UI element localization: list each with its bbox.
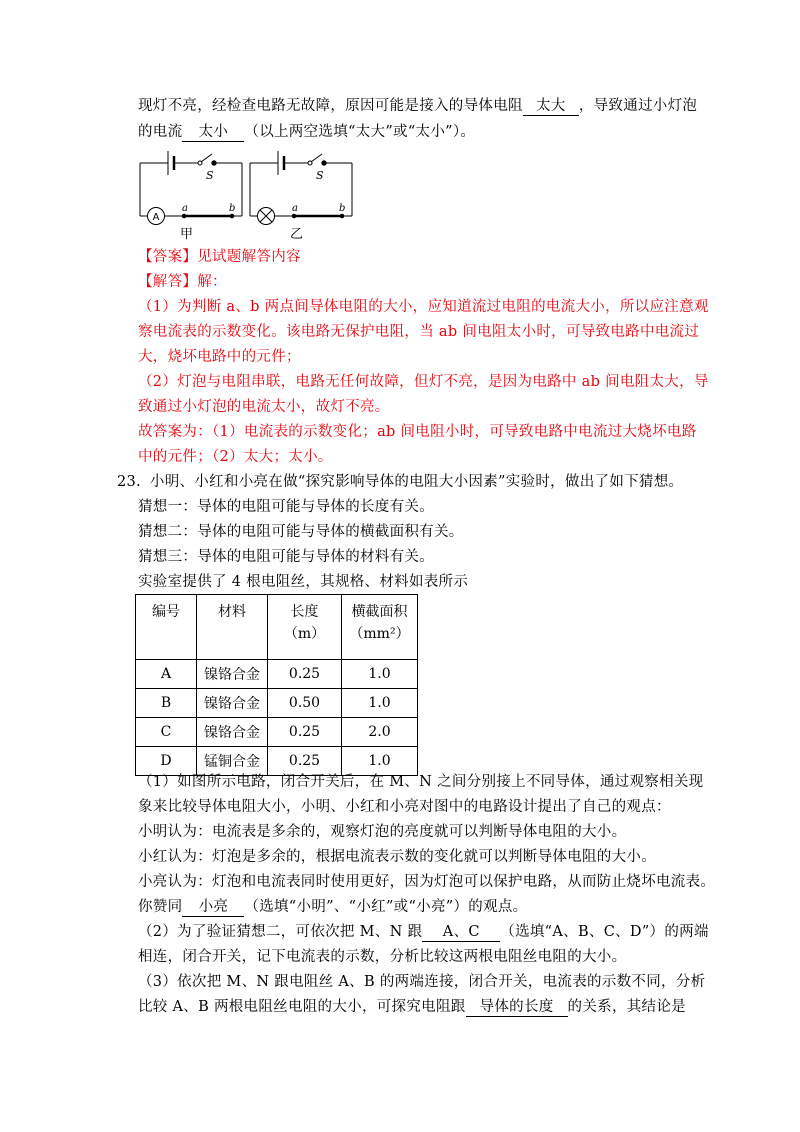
question-text: 小明、小红和小亮在做“探究影响导体的电阻大小因素”实验时，做出了如下猜想。 — [149, 474, 684, 490]
analysis-line: 大，烧坏电路中的元件； — [138, 349, 301, 365]
part2-text: （2）为了验证猜想二，可依次把 M、N 跟 — [138, 924, 423, 940]
resistance-wire-table — [135, 594, 418, 776]
part1-line-2: 象来比较导体电阻大小，小明、小红和小亮对图中的电路设计提出了自己的观点： — [138, 799, 671, 815]
part2-line-1 — [138, 922, 709, 942]
caption-jia: 甲 — [180, 227, 194, 242]
table-cell: 1.0 — [342, 689, 418, 718]
circuit-diagram — [138, 143, 360, 243]
analysis-line: （2）灯泡与电阻串联，电路无任何故障，但灯不亮，是因为电路中 ab 间电阻太大，导 — [138, 374, 709, 390]
header-cell: 编号 — [136, 595, 197, 660]
analysis-line: 故答案为：（1）电流表的示数变化；ab 间电阻小时，可导致电路中电流过大烧坏电路 — [138, 424, 697, 440]
caption-yi: 乙 — [290, 227, 304, 242]
table-cell: 2.0 — [342, 718, 418, 747]
header-cell: 材料 — [197, 595, 268, 660]
point-b-left: b — [229, 203, 236, 214]
table-row — [136, 660, 418, 689]
analysis-tag: 【解答】解： — [138, 274, 227, 290]
question-number: 23. — [117, 474, 141, 490]
part3-text: 的关系，其结论是 — [567, 999, 686, 1015]
table-cell: 镍铬合金 — [197, 718, 268, 747]
answer-blank-2: 太小 — [182, 123, 244, 142]
intro-line-2 — [138, 122, 475, 142]
answer-tag: 【答案】见试题解答内容 — [138, 249, 301, 265]
point-b-right: b — [339, 203, 346, 214]
table-cell: B — [136, 689, 197, 718]
part3-line-2 — [138, 997, 686, 1017]
question-23-stem — [117, 472, 683, 492]
part3-text: 比较 A、B 两根电阻丝电阻的大小，可探究电阻跟 — [138, 999, 466, 1015]
xiaohong-view: 小红认为：灯泡是多余的，根据电流表示数的变化就可以判断导体电阻的大小。 — [138, 849, 656, 865]
table-cell: D — [136, 747, 197, 776]
switch-label-left: S — [206, 169, 214, 182]
point-a-right: a — [292, 203, 298, 214]
table-cell: C — [136, 718, 197, 747]
guess-line: 猜想一：导体的电阻可能与导体的长度有关。 — [138, 499, 434, 515]
part1-line-1: （1）如图所示电路，闭合开关后，在 M、N 之间分别接上不同导体，通过观察相关现 — [138, 774, 704, 790]
agree-line — [138, 897, 527, 917]
table-cell: 1.0 — [342, 660, 418, 689]
analysis-line: 中的元件；（2）太大；太小。 — [138, 449, 333, 465]
part2-text: （选填“A、B、C、D”）的两端 — [500, 924, 709, 940]
table-cell: 0.25 — [268, 747, 342, 776]
table-cell: A — [136, 660, 197, 689]
intro-text: 现灯不亮，经检查电路无故障，原因可能是接入的导体电阻 — [138, 98, 523, 114]
xiaoming-view: 小明认为：电流表是多余的，观察灯泡的亮度就可以判断导体电阻的大小。 — [138, 824, 627, 840]
part3-line-1: （3）依次把 M、N 跟电阻丝 A、B 的两端连接，闭合开关，电流表的示数不同，分析 — [138, 974, 706, 990]
table-cell: 0.25 — [268, 660, 342, 689]
agree-text: （选填“小明”、“小红”或“小亮”）的观点。 — [244, 899, 528, 915]
table-row — [136, 718, 418, 747]
guess-line: 猜想三：导体的电阻可能与导体的材料有关。 — [138, 549, 434, 565]
xiaoliang-view: 小亮认为：灯泡和电流表同时使用更好，因为灯泡可以保护电路，从而防止烧坏电流表。 — [138, 874, 716, 890]
analysis-line: 察电流表的示数变化。该电路无保护电阻，当 ab 间电阻太小时，可导致电路中电流过 — [138, 324, 700, 340]
table-cell: 1.0 — [342, 747, 418, 776]
table-row — [136, 689, 418, 718]
intro-text: （以上两空选填“太大”或“太小”）。 — [244, 124, 476, 140]
ammeter-label: A — [152, 212, 160, 223]
intro-text: 的电流 — [138, 124, 183, 140]
point-a-left: a — [182, 203, 188, 214]
table-header-row — [136, 595, 418, 660]
header-cell: 横截面积 （mm²） — [342, 595, 418, 660]
part3-blank: 导体的长度 — [466, 998, 568, 1017]
guess-line: 猜想二：导体的电阻可能与导体的横截面积有关。 — [138, 524, 464, 540]
part2-line-2: 相连，闭合开关，记下电流表的示数，分析比较这两根电阻丝电阻的大小。 — [138, 949, 627, 965]
table-intro: 实验室提供了 4 根电阻丝，其规格、材料如表所示 — [138, 574, 469, 590]
table-cell: 0.25 — [268, 718, 342, 747]
analysis-line: 致通过小灯泡的电流太小，故灯不亮。 — [138, 399, 390, 415]
part2-blank: A、C — [422, 923, 500, 942]
table-cell: 0.50 — [268, 689, 342, 718]
table-cell: 镍铬合金 — [197, 689, 268, 718]
agree-text: 你赞同 — [138, 899, 183, 915]
analysis-line: （1）为判断 a、b 两点间导体电阻的大小，应知道流过电阻的电流大小，所以应注意观 — [138, 299, 709, 315]
table-cell: 锰铜合金 — [197, 747, 268, 776]
answer-blank-1: 太大 — [523, 97, 579, 116]
circuit-right — [250, 151, 352, 225]
header-cell: 长度 （m） — [268, 595, 342, 660]
table-cell: 镍铬合金 — [197, 660, 268, 689]
agree-blank: 小亮 — [182, 898, 244, 917]
intro-text: ，导致通过小灯泡 — [578, 98, 698, 114]
switch-label-right: S — [316, 169, 324, 182]
intro-line-1 — [138, 96, 697, 116]
